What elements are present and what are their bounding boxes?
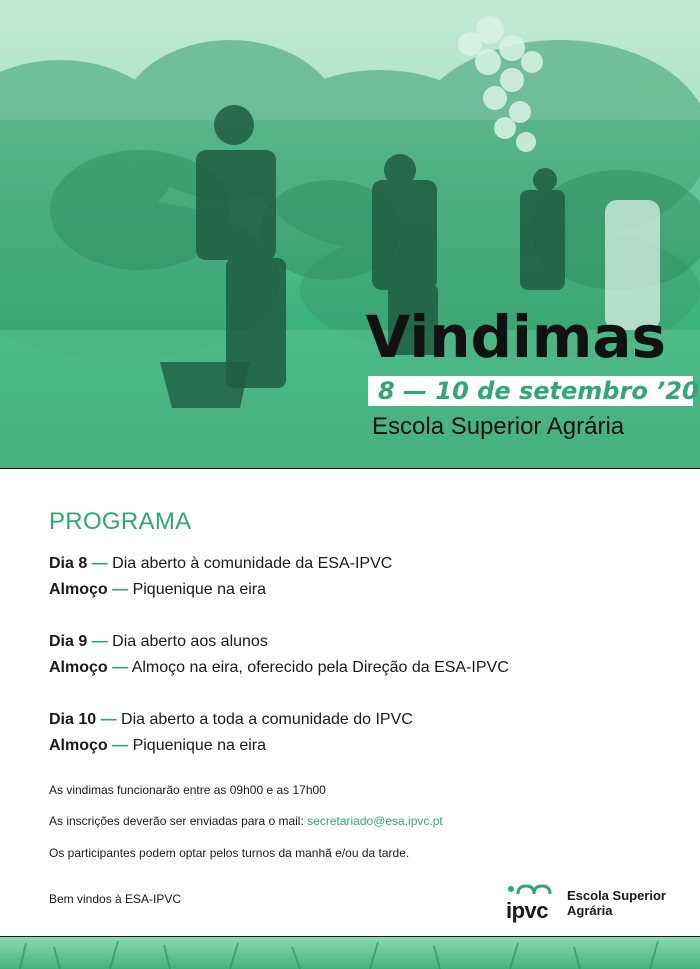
day-label: Dia 10: [49, 711, 97, 728]
program-lunch-1: [49, 581, 266, 599]
event-title: Vindimas: [365, 303, 666, 371]
lunch-label: Almoço: [49, 659, 108, 676]
lunch-text: Piquenique na eira: [132, 581, 267, 598]
lunch-label: Almoço: [49, 737, 108, 754]
lunch-text: Piquenique na eira: [132, 737, 267, 754]
day-text: Dia aberto a toda a comunidade do IPVC: [121, 711, 413, 728]
dash: —: [91, 633, 108, 650]
lunch-text: Almoço na eira, oferecido pela Direção da ESA-IPVC: [131, 659, 509, 676]
logo-line-2: Agrária: [567, 903, 613, 918]
dash: —: [112, 737, 129, 754]
school-name: Escola Superior Agrária: [372, 413, 625, 440]
program-lunch-3: [49, 737, 266, 755]
day-label: Dia 9: [49, 633, 88, 650]
day-text: Dia aberto à comunidade da ESA-IPVC: [112, 555, 393, 572]
hours-note: As vindimas funcionarão entre as 09h00 e as 17h00: [49, 783, 326, 797]
program-lunch-2: [49, 659, 509, 677]
signup-email-link[interactable]: secretariado@esa.ipvc.pt: [307, 814, 443, 828]
program-heading: PROGRAMA: [49, 508, 192, 535]
day-text: Dia aberto aos alunos: [112, 633, 268, 650]
lunch-label: Almoço: [49, 581, 108, 598]
signup-note: [49, 814, 443, 828]
shifts-note: Os participantes podem optar pelos turnos da manhã e/ou da tarde.: [49, 846, 410, 860]
footer-image-strip: [0, 936, 700, 969]
event-date: 8 — 10 de setembro ’20: [378, 377, 699, 405]
ipvc-logo-mark: ipvc: [506, 898, 549, 923]
program-day-2: [49, 633, 268, 651]
dash: —: [100, 711, 117, 728]
logo-school-name: [567, 888, 666, 918]
program-day-1: [49, 555, 392, 573]
dash: —: [91, 555, 108, 572]
dash: —: [112, 659, 129, 676]
logo-line-1: Escola Superior: [567, 888, 666, 903]
signup-label: As inscrições deverão ser enviadas para o mail:: [49, 814, 304, 828]
day-label: Dia 8: [49, 555, 88, 572]
program-day-3: [49, 711, 413, 729]
welcome-note: Bem vindos à ESA-IPVC: [49, 892, 182, 906]
dash: —: [112, 581, 129, 598]
grass-illustration: [0, 937, 700, 969]
